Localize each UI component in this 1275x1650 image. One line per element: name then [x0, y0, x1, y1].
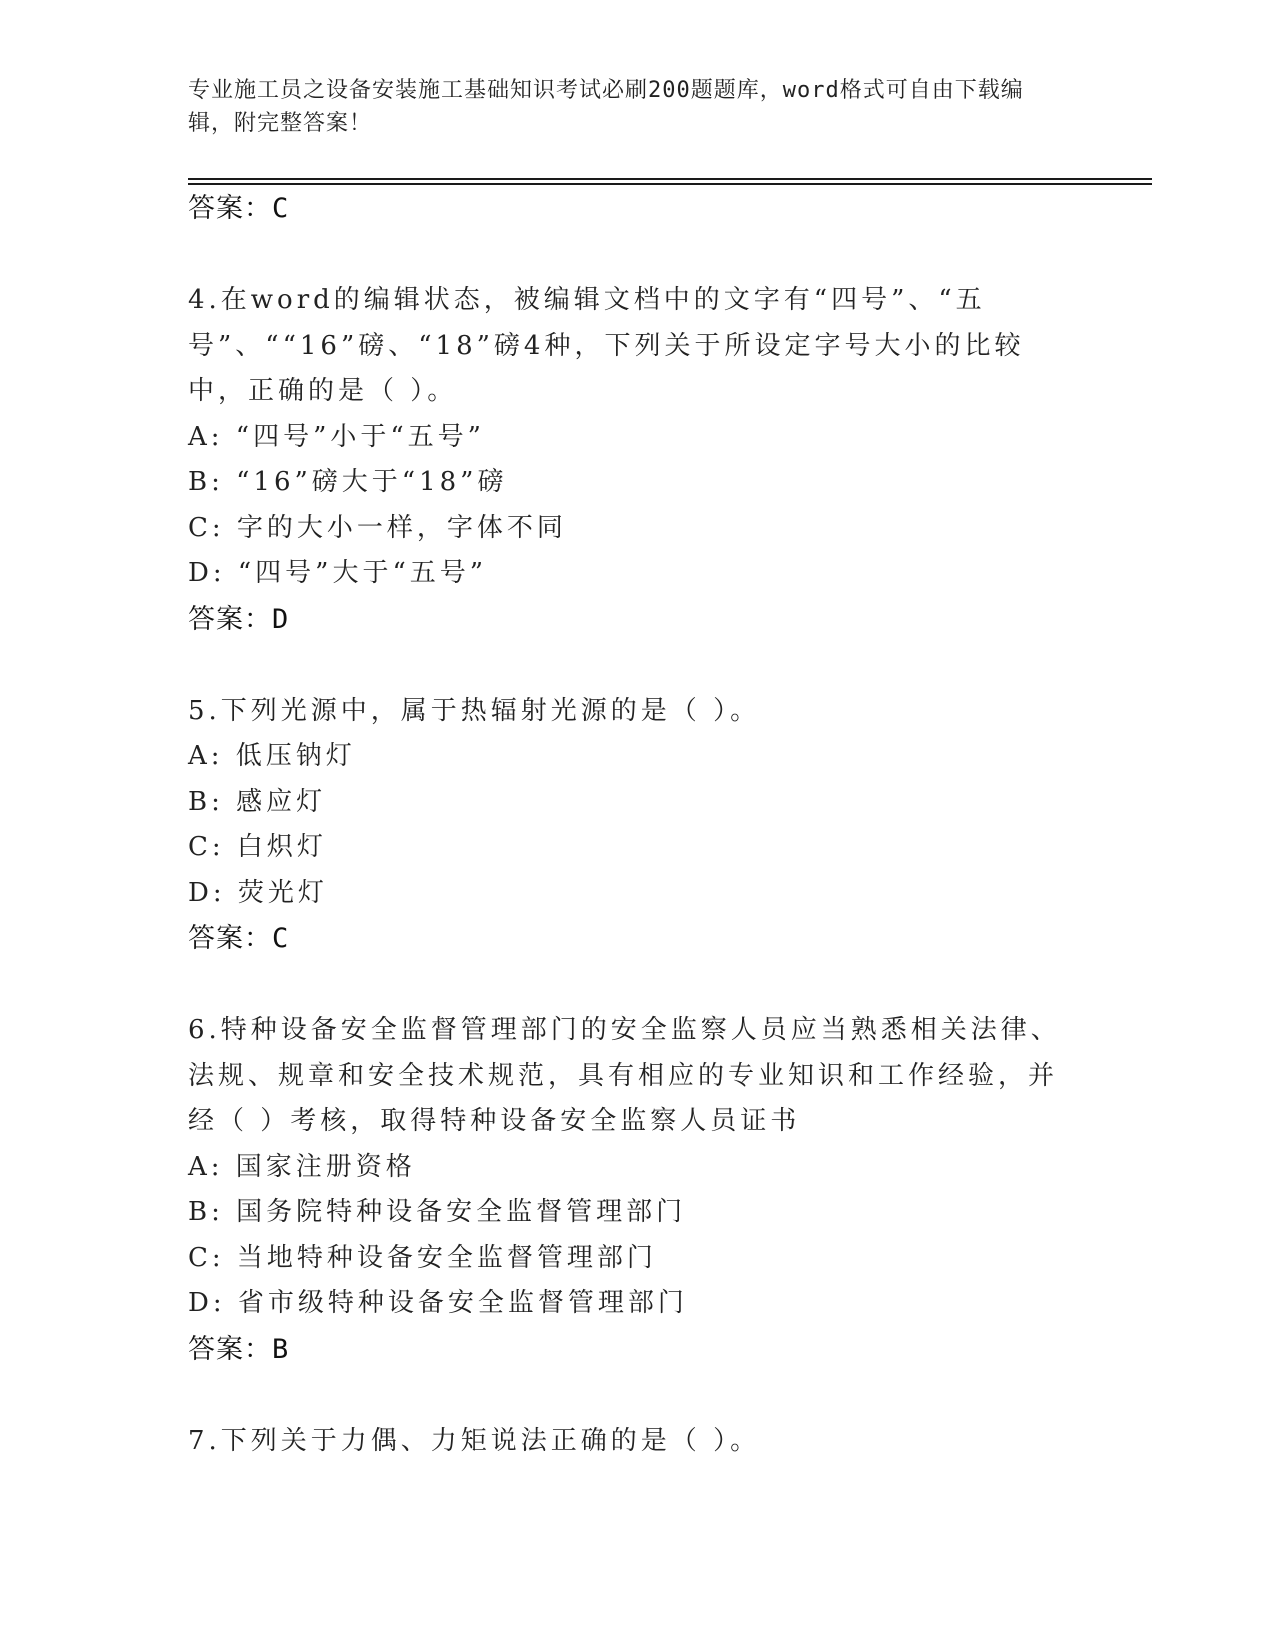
option-c: C: 字的大小一样，字体不同: [188, 512, 567, 543]
option-b: B: 感应灯: [188, 786, 327, 817]
question-text: 5.下列光源中，属于热辐射光源的是（ ）。: [188, 695, 761, 726]
spacer: [188, 232, 1068, 278]
answer-line: 答案：D: [188, 603, 290, 635]
option-b: B: 国务院特种设备安全监督管理部门: [188, 1197, 687, 1227]
spacer: [188, 1373, 1068, 1419]
answer-line: 答案：B: [188, 1333, 290, 1365]
option-a: A: “四号”小于“五号”: [188, 421, 485, 452]
answer-line: 答案：C: [188, 923, 290, 954]
option-b: B: “16”磅大于“18”磅: [188, 467, 508, 497]
question-7: [188, 1419, 1068, 1465]
question-list: [188, 186, 1068, 1464]
option-d: D: 荧光灯: [188, 877, 328, 908]
header-divider-top: [188, 178, 1152, 180]
option-d: D: “四号”大于“五号”: [188, 558, 488, 588]
option-c: C: 白炽灯: [188, 832, 327, 862]
question-5: [188, 689, 1068, 963]
option-d: D: 省市级特种设备安全监督管理部门: [188, 1288, 688, 1318]
document-header: 专业施工员之设备安装施工基础知识考试必刷200题题库，word格式可自由下载编辑，附完整答案！: [188, 78, 1024, 136]
spacer: [188, 643, 1068, 689]
question-text: 7.下列关于力偶、力矩说法正确的是（ ）。: [188, 1425, 761, 1456]
answer-line: 答案：C: [188, 193, 290, 224]
header-divider-bottom: [188, 183, 1152, 185]
question-6: [188, 1008, 1068, 1373]
question-text: 4.在word的编辑状态，被编辑文档中的文字有“四号”、“五号”、““16”磅、“18”磅4种，下列关于所设定字号大小的比较中，正确的是（ ）。: [188, 285, 1025, 406]
option-a: A: 国家注册资格: [188, 1151, 416, 1182]
option-a: A: 低压钠灯: [188, 741, 356, 771]
option-c: C: 当地特种设备安全监督管理部门: [188, 1242, 657, 1273]
spacer: [188, 962, 1068, 1008]
question-text: 6.特种设备安全监督管理部门的安全监察人员应当熟悉相关法律、法规、规章和安全技术规范，具有相应的专业知识和工作经验，并经（ ）考核，取得特种设备安全监察人员证书: [188, 1015, 1061, 1136]
question-4: [188, 278, 1068, 643]
